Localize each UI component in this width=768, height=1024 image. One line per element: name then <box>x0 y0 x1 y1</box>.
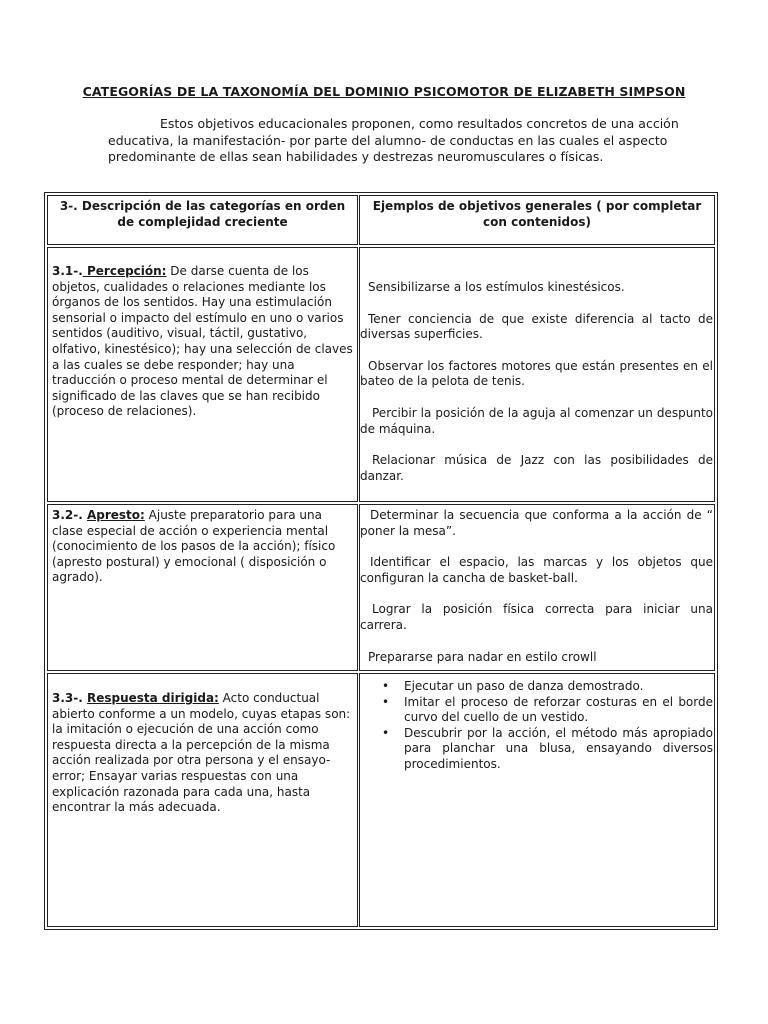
example-bullet-list <box>360 679 713 773</box>
row-label-name: Apresto: <box>86 508 145 522</box>
example-item: Determinar la secuencia que conforma a la acción de “ poner la mesa”. <box>360 508 713 538</box>
example-bullet-item <box>360 695 713 726</box>
row-label <box>52 508 145 522</box>
row-description-text: Ajuste preparatorio para una clase especial de acción o experiencia mental (conocimiento de los pasos de la acción); físico (apresto postural) y emocional ( disposición o agrado). <box>52 508 336 585</box>
row-description-text: Acto conductual abierto conforme a un modelo, cuyas etapas son: la imitación o ejecución de una acción como respuesta directa a la percepción de la misma acción realizada por otra persona y el ensayo- error; Ensayar varias respuestas con una explicación razonada para cada una, hasta encontrar la más adecuada. <box>52 691 351 815</box>
bullet-icon: • <box>382 725 390 740</box>
row-label-number: 3.3-. <box>52 691 83 705</box>
bullet-icon: • <box>382 694 390 709</box>
row-label-name: Respuesta dirigida: <box>86 691 219 705</box>
document-title: CATEGORÍAS DE LA TAXONOMÍA DEL DOMINIO PSICOMOTOR DE ELIZABETH SIMPSON <box>82 84 686 99</box>
row-respuesta-dirigida-description <box>47 673 358 927</box>
intro-paragraph <box>108 116 708 166</box>
row-description-text: De darse cuenta de los objetos, cualidades o relaciones mediante los órganos de los sentidos. Hay una estimulación sensorial o impacto del estímulo en uno o varios sentidos (auditivo, visual, táctil, gustativo, olfativo, kinestésico); hay una selección de claves a las cuales se debe responder; hay una traducción o proceso mental de determinar el significado de las claves que se han recibido (proceso de relaciones). <box>52 264 353 419</box>
example-item: Sensibilizarse a los estímulos kinestésicos. <box>368 280 625 294</box>
intro-text: Estos objetivos educacionales proponen, como resultados concretos de una acción educativa, la manifestación- por parte del alumno- de conductas en las cuales el aspecto predominante de ellas sean habilidades y destrezas neuromusculares o físicas. <box>108 116 679 164</box>
row-percepcion-description <box>47 247 358 502</box>
example-item: Prepararse para nadar en estilo crowll <box>368 649 597 664</box>
bullet-icon: • <box>382 679 390 693</box>
example-item: Lograr la posición física correcta para iniciar una carrera. <box>360 602 713 632</box>
example-bullet-item <box>360 679 713 695</box>
example-item: Relacionar música de Jazz con las posibilidades de danzar. <box>360 453 713 483</box>
row-apresto-examples <box>359 504 715 671</box>
example-item: Observar los factores motores que están presentes en el bateo de la pelota de tenis. <box>360 358 713 389</box>
example-text: Descubrir por la acción, el método más apropiado para planchar una blusa, ensayando diversos procedimientos. <box>404 725 713 771</box>
row-label-number: 3.2-. <box>52 508 83 522</box>
header-description: 3-. Descripción de las categorías en orden de complejidad creciente <box>47 195 358 245</box>
row-respuesta-dirigida-examples <box>359 673 715 927</box>
header-examples: Ejemplos de objetivos generales ( por completar con contenidos) <box>359 195 715 245</box>
row-label <box>52 264 166 278</box>
example-item: Percibir la posición de la aguja al comenzar un despunto de máquina. <box>360 405 713 436</box>
example-item: Tener conciencia de que existe diferencia al tacto de diversas superficies. <box>360 311 713 342</box>
example-item: Identificar el espacio, las marcas y los objetos que configuran la cancha de basket-ball. <box>360 555 713 585</box>
example-bullet-item <box>360 726 713 773</box>
row-label <box>52 691 219 705</box>
row-percepcion-examples <box>359 247 715 502</box>
row-label-number: 3.1-. <box>52 264 83 278</box>
row-apresto-description <box>47 504 358 671</box>
example-text: Imitar el proceso de reforzar costuras en el borde curvo del cuello de un vestido. <box>404 694 713 725</box>
taxonomy-table <box>44 192 718 930</box>
example-text: Ejecutar un paso de danza demostrado. <box>404 679 644 693</box>
row-label-name: Percepción: <box>82 264 167 278</box>
